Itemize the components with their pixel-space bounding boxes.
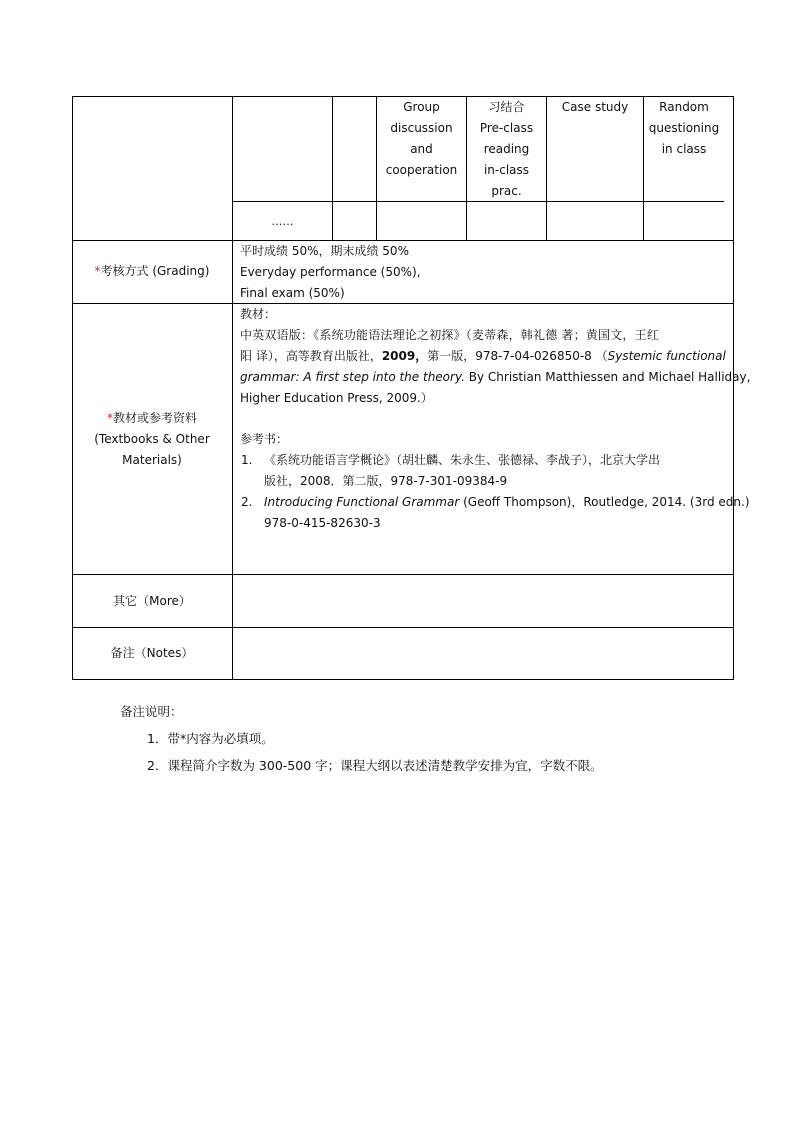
col-divider-2 bbox=[332, 96, 333, 240]
reference-2-line-1: Introducing Functional Grammar (Geoff Thompson)，Routledge, 2014. (3rd edn.) bbox=[264, 495, 750, 509]
cell-group-discussion: Group discussion and cooperation bbox=[385, 100, 458, 177]
required-star: * bbox=[94, 264, 101, 278]
cell-random-questioning: Random questioning in class bbox=[648, 100, 720, 156]
reference-1-line-1: 《系统功能语言学概论》（胡壮麟、朱永生、张德禄、李战子），北京大学出 bbox=[264, 453, 661, 467]
textbook-line-4: Higher Education Press, 2009.） bbox=[240, 391, 433, 405]
cell-ellipsis: …… bbox=[271, 215, 294, 228]
footnote-heading: 备注说明： bbox=[120, 704, 183, 719]
more-label: 其它（More） bbox=[113, 594, 191, 608]
row-divider-notes bbox=[72, 627, 734, 628]
textbook-line-3: grammar: A first step into the theory. By Christian Matthiessen and Michael Halliday, bbox=[240, 370, 751, 384]
required-star: * bbox=[106, 411, 113, 425]
textbooks-label: *教材或参考资料 (Textbooks & Other Materials) bbox=[94, 411, 210, 467]
reference-heading: 参考书： bbox=[240, 432, 289, 446]
reference-2-number: 2. bbox=[241, 495, 253, 509]
col-divider-label bbox=[232, 96, 233, 680]
textbook-heading: 教材： bbox=[240, 307, 277, 321]
cell-preclass-reading: 习结合 Pre-class reading in-class prac. bbox=[479, 100, 534, 198]
reference-1-line-2: 版社，2008．第二版，978-7-301-09384-9 bbox=[264, 474, 508, 488]
grading-line-1: 平时成绩 50%，期末成绩 50% bbox=[240, 244, 409, 258]
footnote-item-2: 2．课程简介字数为 300-500 字；课程大纲以表述清楚教学安排为宜，字数不限。 bbox=[147, 758, 603, 773]
grading-line-3: Final exam (50%) bbox=[240, 286, 345, 300]
cell-case-study: Case study bbox=[561, 100, 629, 114]
footnote-item-1: 1．带*内容为必填项。 bbox=[147, 731, 274, 746]
grading-label: *考核方式 (Grading) bbox=[94, 264, 210, 278]
grading-line-2: Everyday performance (50%), bbox=[240, 265, 421, 279]
reference-1-number: 1. bbox=[241, 453, 253, 467]
reference-2-line-2: 978-0-415-82630-3 bbox=[264, 516, 381, 530]
row-divider-more bbox=[72, 574, 734, 575]
textbook-line-1: 中英双语版：《系统功能语法理论之初探》（麦蒂森，韩礼德 著；黄国文，王红 bbox=[240, 328, 660, 342]
notes-label: 备注（Notes） bbox=[110, 646, 194, 660]
textbook-line-2: 阳 译），高等教育出版社，2009，第一版，978-7-04-026850-8 （Systemic functional bbox=[240, 349, 726, 363]
